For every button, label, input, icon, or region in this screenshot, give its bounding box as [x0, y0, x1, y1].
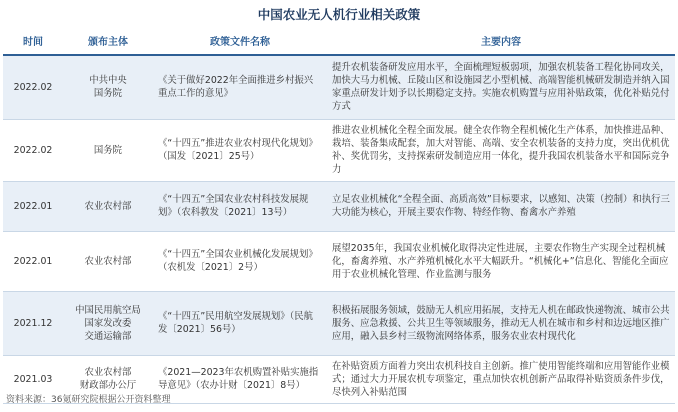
source-note: 资料来源：36氪研究院根据公开资料整理 [6, 395, 171, 405]
cell-issuer: 农业农村部 [63, 181, 153, 231]
policy-table [3, 30, 675, 404]
cell-time: 2021.12 [3, 291, 63, 355]
cell-content: 推进农业机械化全程全面发展。健全农作物全程机械化生产体系，加快推进品种、栽培、装备集成配套，加大对智能、高端、安全农机装备的支持力度，突出优机优补、奖优罚劣，支持探索研发制造应用一体化，提升我国农机装备水平和国际竞争力 [327, 119, 675, 181]
cell-content: 积极拓展服务领域，鼓励无人机应用拓展，支持无人机在邮政快递物流、城市公共服务、应急救援、公共卫生等领域服务，推动无人机在城市和乡村和边远地区推广应用，融入县乡村三级物流网络体系，服务农业农村现代化 [327, 291, 675, 355]
header-document: 政策文件名称 [153, 30, 327, 55]
header-content: 主要内容 [327, 30, 675, 55]
cell-time: 2021.03 [3, 355, 63, 403]
table-row [3, 119, 675, 181]
cell-document: 《关于做好2022年全面推进乡村振兴重点工作的意见》 [153, 55, 327, 119]
header-issuer: 颁布主体 [63, 30, 153, 55]
cell-time: 2022.01 [3, 231, 63, 291]
cell-document: 《“十四五”全国农业农村科技发展规划》（农科教发〔2021〕13号） [153, 181, 327, 231]
table-row [3, 231, 675, 291]
cell-document: 《“十四五”推进农业农村现代化规划》（国发〔2021〕25号） [153, 119, 327, 181]
cell-content: 展望2035年，我国农业机械化取得决定性进展，主要农作物生产实现全过程机械化，畜禽养殖、水产养殖机械化水平大幅跃升。“机械化+”信息化、智能化全面应用于农业机械化管理、作业监测与服务 [327, 231, 675, 291]
header-time: 时间 [3, 30, 63, 55]
cell-content: 立足农业机械化“全程全面、高质高效”目标要求，以感知、决策（控制）和执行三大功能为核心，开展主要农作物、特经作物、畜禽水产养殖 [327, 181, 675, 231]
cell-content: 提升农机装备研发应用水平，全面梳理短板弱项，加强农机装备工程化协同攻关，加快大马力机械、丘陵山区和设施园艺小型机械、高端智能机械研发制造并纳入国家重点研发计划予以长期稳定支持。实施农机购置与应用补贴政策，优化补贴兑付方式 [327, 55, 675, 119]
cell-time: 2022.02 [3, 119, 63, 181]
cell-issuer: 农业农村部 财政部办公厅 [63, 355, 153, 403]
header-row [3, 30, 675, 55]
cell-document: 《“十四五”民用航空发展规划》（民航发〔2021〕56号） [153, 291, 327, 355]
cell-issuer: 农业农村部 [63, 231, 153, 291]
cell-issuer: 中共中央 国务院 [63, 55, 153, 119]
cell-document: 《2021—2023年农机购置补贴实施指导意见》（农办计财〔2021〕8号） [153, 355, 327, 403]
table-row [3, 55, 675, 119]
cell-time: 2022.02 [3, 55, 63, 119]
table-row [3, 181, 675, 231]
cell-issuer: 中国民用航空局 国家发改委 交通运输部 [63, 291, 153, 355]
cell-issuer: 国务院 [63, 119, 153, 181]
page-title: 中国农业无人机行业相关政策 [257, 7, 421, 22]
cell-time: 2022.01 [3, 181, 63, 231]
cell-document: 《“十四五”全国农业机械化发展规划》（农机发〔2021〕2号） [153, 231, 327, 291]
table-row [3, 291, 675, 355]
cell-content: 在补贴资质方面着力突出农机科技自主创新。推广使用智能终端和应用智能作业模式；通过大力开展农机专项鉴定，重点加快农机创新产品取得补贴资质条件步伐，尽快列入补贴范围 [327, 355, 675, 403]
